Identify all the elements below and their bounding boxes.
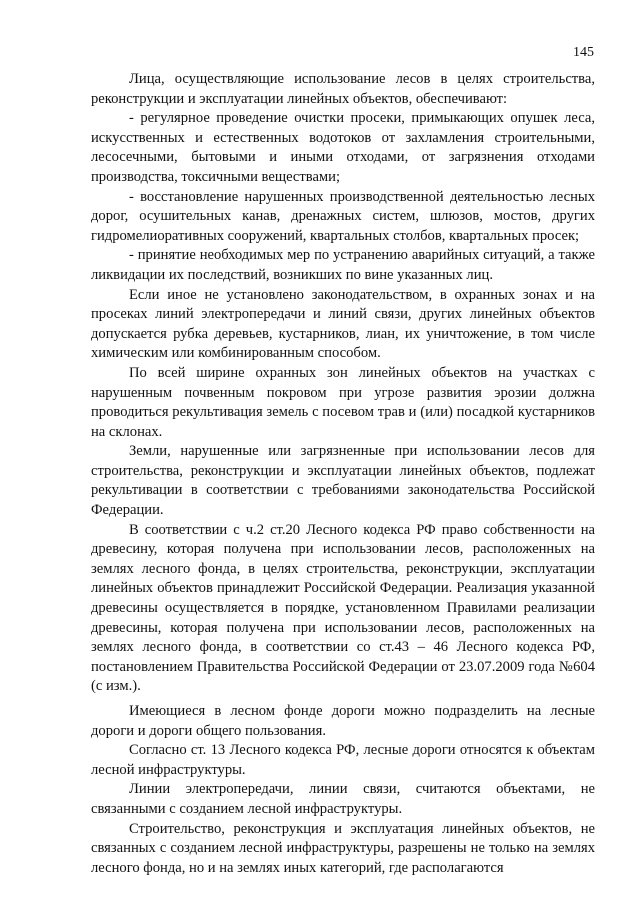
paragraph-disturbed-lands: Земли, нарушенные или загрязненные при использовании лесов для строительства, реконструкции и эксплуатации линейных объектов, подлежат рекультивации в соответствии с требованиями законодательства Российской Федерации. (91, 443, 595, 519)
document-body (91, 70, 595, 878)
paragraph-recultivation-slopes: По всей ширине охранных зон линейных объектов на участках с нарушенным почвенным покровом при угрозе развития эрозии должна проводиться рекультивация земель с посевом трав и (или) посадкой кустарников на склонах. (91, 364, 595, 440)
paragraph-protected-zones: Если иное не установлено законодательством, в охранных зонах и на просеках линий электропередачи и линий связи, других линейных объектов допускается рубка деревьев, кустарников, лиан, их уничтожение, в том числе химическим или комбинированным способом. (91, 286, 595, 362)
paragraph-obligations-intro: Лица, осуществляющие использование лесов в целях строительства, реконструкции и эксплуатации линейных объектов, обеспечивают: (91, 71, 595, 107)
paragraph-timber-ownership: В соответствии с ч.2 ст.20 Лесного кодекса РФ право собственности на древесину, которая получена при использовании лесов, расположенных на землях лесного фонда, в целях строительства, реконструкции, эксплуатации линейных объектов принадлежит Российской Федерации. Реализация указанной древесины осуществляется в порядке, установленном Правилами реализации древесины, которая получена при использовании лесов, расположенных на землях лесного фонда, в соответствии со ст.43 – 46 Лесного кодекса РФ, постановлением Правительства Российской Федерации от 23.07.2009 года №604 (с изм.). (91, 521, 595, 695)
paragraph-power-lines: Линии электропередачи, линии связи, считаются объектами, не связанными с созданием лесной инфраструктуры. (91, 781, 595, 817)
paragraph-restoration-item: - восстановление нарушенных производственной деятельностью лесных дорог, осушительных канав, дренажных систем, шлюзов, мостов, других гидромелиоративных сооружений, квартальных столбов, квартальных просек; (91, 188, 595, 244)
page-number: 145 (573, 45, 594, 60)
paragraph-forest-infrastructure: Согласно ст. 13 Лесного кодекса РФ, лесные дороги относятся к объектам лесной инфраструктуры. (91, 742, 595, 778)
paragraph-forest-roads: Имеющиеся в лесном фонде дороги можно подразделить на лесные дороги и дороги общего пользования. (91, 703, 595, 739)
paragraph-emergency-item: - принятие необходимых мер по устранению аварийных ситуаций, а также ликвидации их последствий, возникших по вине указанных лиц. (91, 247, 595, 283)
paragraph-construction-categories: Строительство, реконструкция и эксплуатация линейных объектов, не связанных с созданием лесной инфраструктуры, разрешены не только на землях лесного фонда, но и на землях иных категорий, где располагаются (91, 820, 595, 876)
paragraph-clearing-item: - регулярное проведение очистки просеки, примыкающих опушек леса, искусственных и естественных водотоков от захламления строительными, лесосечными, бытовыми и иными отходами, от загрязнения отходами производства, токсичными веществами; (91, 110, 595, 185)
